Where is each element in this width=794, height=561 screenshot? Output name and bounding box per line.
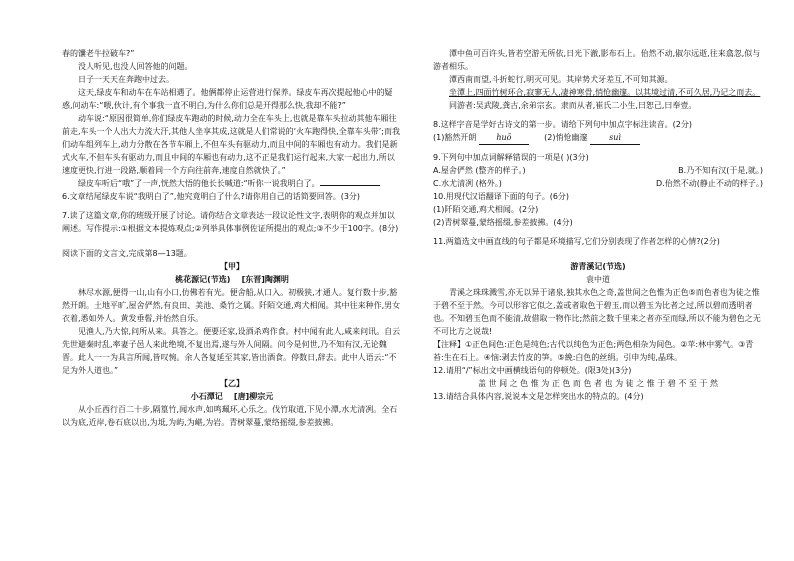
question-13: 13.请结合具体内容,说说本文是怎样突出水的特点的。(4分) <box>433 392 644 401</box>
question-12: 12.请用“/”标出文中画横线语句的停顿处。(限3处)(3分) <box>433 366 632 375</box>
pinyin-answer[interactable]: huō <box>479 131 529 145</box>
question-8: 8.这样字音是学好古诗文的第一步。请给下列句中加点字标注读音。(2分) <box>433 120 692 129</box>
pinyin-answer[interactable]: suì <box>590 131 640 145</box>
section-jia-title: 桃花源记(节选) [东晋]陶渊明 <box>175 275 289 284</box>
text-line: 坐潭上,四面竹树环合,寂寥无人,凄神寒骨,悄怆幽邃。以其境过清,不可久居,乃记之而去。 <box>449 88 761 97</box>
question-9: 9.下列句中加点词解释错误的一项是( )(3分) <box>433 153 589 162</box>
text-line: 潭西南而望,斗折蛇行,明灭可见。其岸势犬牙差互,不可知其源。 <box>449 75 673 84</box>
option-b[interactable]: B.乃不知有汉(于是,就。) <box>678 166 763 175</box>
section-bing-title: 游青溪记(节选) <box>570 262 626 271</box>
text-line: 绿皮车听后“哦”了一声,恍然大悟的他长长喊道:“听你一说我明白了。 <box>62 177 402 190</box>
right-column <box>433 47 763 403</box>
option-c[interactable]: C.水尤清冽 (格外。) <box>433 179 502 188</box>
text-line: 日子一天天在奔跑中过去。 <box>78 75 174 84</box>
text-line: 见渔人,乃大惊,问所从来。具答之。便要还家,设酒杀鸡作食。村中闻有此人,咸来问讯。自云先世避秦时乱,率妻子邑人来此绝境,不复出焉,遂与外人间隔。问今是何世,乃不知有汉,无论魏晋。此人一一为具言所闻,皆叹惋。余人各复延至其家,皆出酒食。停数日,辞去。此中人语云:“不足为外人道也。” <box>62 327 401 375</box>
question-9-options <box>433 164 763 177</box>
question-9-options <box>433 177 763 190</box>
question-7: 7.读了这篇文章,你的班级开展了讨论。请你结合文章表达一段议论性文字,表明你的观点并加以阐述。写作提示:①根据文本提炼观点;②列举具体事例佐证所提出的观点;③不少于100字。(8分) <box>62 211 399 233</box>
text-line: 春的馕老牛拉破车?” <box>62 49 135 58</box>
text-line: 潭中鱼可百许头,皆若空游无所依,日光下澈,影布石上。佁然不动,俶尔远逝,往来翕忽,似与游者相乐。 <box>433 49 761 71</box>
option-a[interactable]: A.屋舍俨然 (整齐的样子。) <box>433 166 526 175</box>
text-line: 这天,绿皮车和动车在车站相遇了。他俩都停止运营进行保养。绿皮车再次提起他心中的疑惑,问动车:“喂,伙计,有个事我一直不明白,为什么你们总是开得那么快,我却不能?” <box>62 88 393 110</box>
question-8-items: (1)豁然开朗 huō (2)悄怆幽邃 suì <box>433 131 763 145</box>
section-jia-marker: 【甲】 <box>220 262 244 271</box>
option-d[interactable]: D.佁然不动(静止不动的样子。) <box>656 179 763 188</box>
question-11: 11.两篇选文中画直线的句子都是环境描写,它们分别表现了作者怎样的心情?(2分) <box>433 237 720 246</box>
text-line: 林尽水源,便得一山,山有小口,仿佛若有光。便舍船,从口入。初极狭,才通人。复行数十步,豁然开朗。土地平旷,屋舍俨然,有良田、美池、桑竹之属。阡陌交通,鸡犬相闻。其中往来种作,男女衣着,悉如外人。黄发垂髫,并怡然自乐。 <box>62 288 401 323</box>
section-bing-author: 袁中道 <box>586 275 610 284</box>
text-line: 动车说:“原因很简单,你们绿皮车跑动的时候,动力全在车头上,也就是靠车头拉动其他车厢往前走,车头一个人出大力流大汗,其他人坐享其成,这就是人们常说的‘火车跑得快,全靠车头带’;而我们动车组列车上,动力分散在各节车厢上,不但车头有驱动力,而且中间的车厢也有动力。我们是新式火车,不但车头有驱动力,而且中间的车厢也有动力,这不正是我们运行起来,大家一起出力,所以速度更快,行进一段路,顺着同一个方向往前奔,速度自然就快了。” <box>62 114 400 175</box>
question-6: 6.文章结尾绿皮车说“我明白了”,他究竟明白了什么?请你用自己的话简要回答。(3分) <box>62 192 361 201</box>
text-line: 青溪之珠珠溅雪,亦无以异于诸泉,独其水色之奇,盖世间之色惟为正色⑤而色者也为徒之惟于碧不至于然。今可以形容它似之,盖或者取色于碧玉,而以碧玉为比者之过,所以碧而透明者也。不知碧玉色而不能清,故借取一物作比;然前之数千里来之者亦至而绿,所以不能为碧色之无不可比方之说哉! <box>433 288 761 336</box>
reading-instruction: 阅读下面的文言文,完成第8—13题。 <box>62 249 192 258</box>
question-12-sentence[interactable]: 盖 世 间 之 色 惟 为 正 色 而 色 者 也 为 徒 之 惟 于 碧 不 至 于 然 <box>478 379 718 388</box>
left-column <box>62 47 402 429</box>
section-yi-title: 小石潭记 [唐]柳宗元 <box>190 392 274 401</box>
question-10-item: (1)阡陌交通,鸡犬相闻。(2分) <box>433 205 539 214</box>
notes: 【注释】①正色间色:正色是纯色;古代以纯色为正色;两色相杂为间色。②苹:林中雾气。③青苔:生在石上。④恼:剥去竹皮的笋。⑤絻:白色的丝绢。引申为纯,晶珠。 <box>433 340 754 362</box>
question-10: 10.用现代汉语翻译下面的句子。(6分) <box>433 192 570 201</box>
question-10-item: (2)青树翠蔓,蒙络摇缀,参差披拂。(4分) <box>433 218 573 227</box>
text-line: 同游者:吴武陵,龚古,余弟宗玄。隶而从者,崔氏二小生,曰恕己,曰奉壹。 <box>449 101 697 110</box>
text-line: 没人听见,也没人回答他的问题。 <box>78 62 193 71</box>
section-yi-marker: 【乙】 <box>220 379 244 388</box>
answer-blank[interactable] <box>320 178 380 186</box>
text-line: 从小丘西行百二十步,隔篁竹,闻水声,如鸣珮环,心乐之。伐竹取道,下见小潭,水尤清冽。全石以为底,近岸,卷石底以出,为坻,为屿,为嵁,为岩。青树翠蔓,蒙络摇缀,参差披拂。 <box>62 405 398 427</box>
